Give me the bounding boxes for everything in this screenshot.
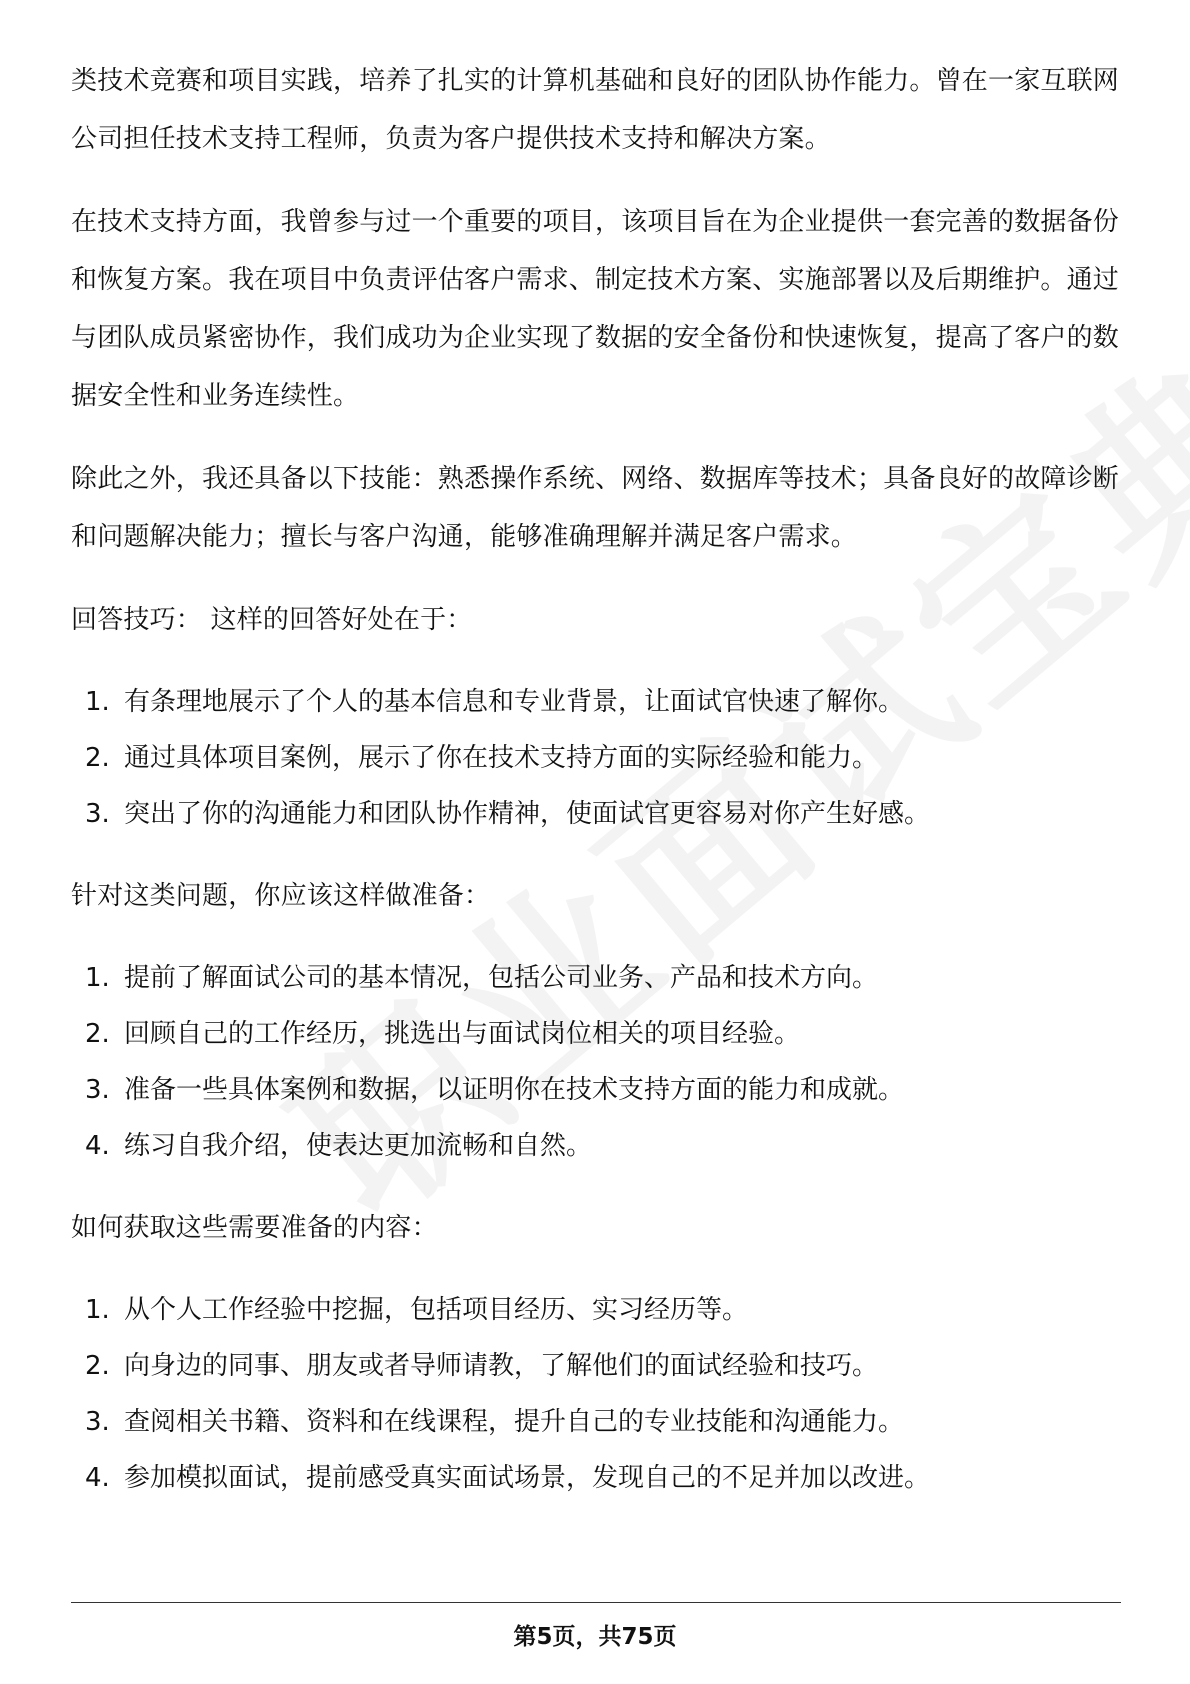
list-number: 1.: [85, 963, 110, 993]
preparation-list: [71, 950, 1121, 1174]
list-item: [71, 1062, 1121, 1118]
paragraph-background: 类技术竞赛和项目实践，培养了扎实的计算机基础和良好的团队协作能力。曾在一家互联网公司担任技术支持工程师，负责为客户提供技术支持和解决方案。: [71, 66, 1120, 154]
list-item: [71, 730, 1121, 786]
page-number: 第5页，共75页: [513, 1624, 677, 1650]
list-number: 1.: [85, 1295, 110, 1325]
list-item-text: 从个人工作经验中挖掘，包括项目经历、实习经历等。: [124, 1295, 749, 1325]
list-item: [71, 1282, 1121, 1338]
list-number: 2.: [85, 1019, 110, 1049]
list-item: [71, 950, 1121, 1006]
list-item-text: 向身边的同事、朋友或者导师请教，了解他们的面试经验和技巧。: [124, 1351, 879, 1381]
paragraph-skills: 除此之外，我还具备以下技能：熟悉操作系统、网络、数据库等技术；具备良好的故障诊断和问题解决能力；擅长与客户沟通，能够准确理解并满足客户需求。: [71, 464, 1120, 552]
footer-divider: [71, 1602, 1121, 1603]
list-item-text: 练习自我介绍，使表达更加流畅和自然。: [124, 1131, 593, 1161]
document-body: [71, 52, 1121, 1506]
paragraph-project-experience: 在技术支持方面，我曾参与过一个重要的项目，该项目旨在为企业提供一套完善的数据备份和恢复方案。我在项目中负责评估客户需求、制定技术方案、实施部署以及后期维护。通过与团队成员紧密协作，我们成功为企业实现了数据的安全备份和快速恢复，提高了客户的数据安全性和业务连续性。: [71, 207, 1120, 411]
list-number: 1.: [85, 687, 110, 717]
list-item-text: 有条理地展示了个人的基本信息和专业背景，让面试官快速了解你。: [124, 687, 905, 717]
list-item: [71, 1450, 1121, 1506]
heading-preparation: 针对这类问题，你应该这样做准备：: [71, 881, 491, 911]
list-item-text: 通过具体项目案例，展示了你在技术支持方面的实际经验和能力。: [124, 743, 879, 773]
list-item-text: 回顾自己的工作经历，挑选出与面试岗位相关的项目经验。: [124, 1019, 801, 1049]
list-item: [71, 1118, 1121, 1174]
tips-list: [71, 674, 1121, 842]
list-item: [71, 786, 1121, 842]
list-item-text: 查阅相关书籍、资料和在线课程，提升自己的专业技能和沟通能力。: [124, 1407, 905, 1437]
list-item: [71, 1394, 1121, 1450]
list-item-text: 突出了你的沟通能力和团队协作精神，使面试官更容易对你产生好感。: [124, 799, 931, 829]
list-number: 4.: [85, 1463, 110, 1493]
list-number: 4.: [85, 1131, 110, 1161]
list-number: 2.: [85, 1351, 110, 1381]
list-item-text: 准备一些具体案例和数据，以证明你在技术支持方面的能力和成就。: [124, 1075, 905, 1105]
list-number: 2.: [85, 743, 110, 773]
list-item-text: 参加模拟面试，提前感受真实面试场景，发现自己的不足并加以改进。: [124, 1463, 931, 1493]
list-number: 3.: [85, 1075, 110, 1105]
list-item-text: 提前了解面试公司的基本情况，包括公司业务、产品和技术方向。: [124, 963, 879, 993]
list-number: 3.: [85, 1407, 110, 1437]
list-item: [71, 674, 1121, 730]
obtain-list: [71, 1282, 1121, 1506]
heading-answer-tips: 回答技巧： 这样的回答好处在于：: [71, 605, 473, 635]
list-item: [71, 1338, 1121, 1394]
list-number: 3.: [85, 799, 110, 829]
list-item: [71, 1006, 1121, 1062]
heading-obtain-content: 如何获取这些需要准备的内容：: [71, 1213, 438, 1243]
